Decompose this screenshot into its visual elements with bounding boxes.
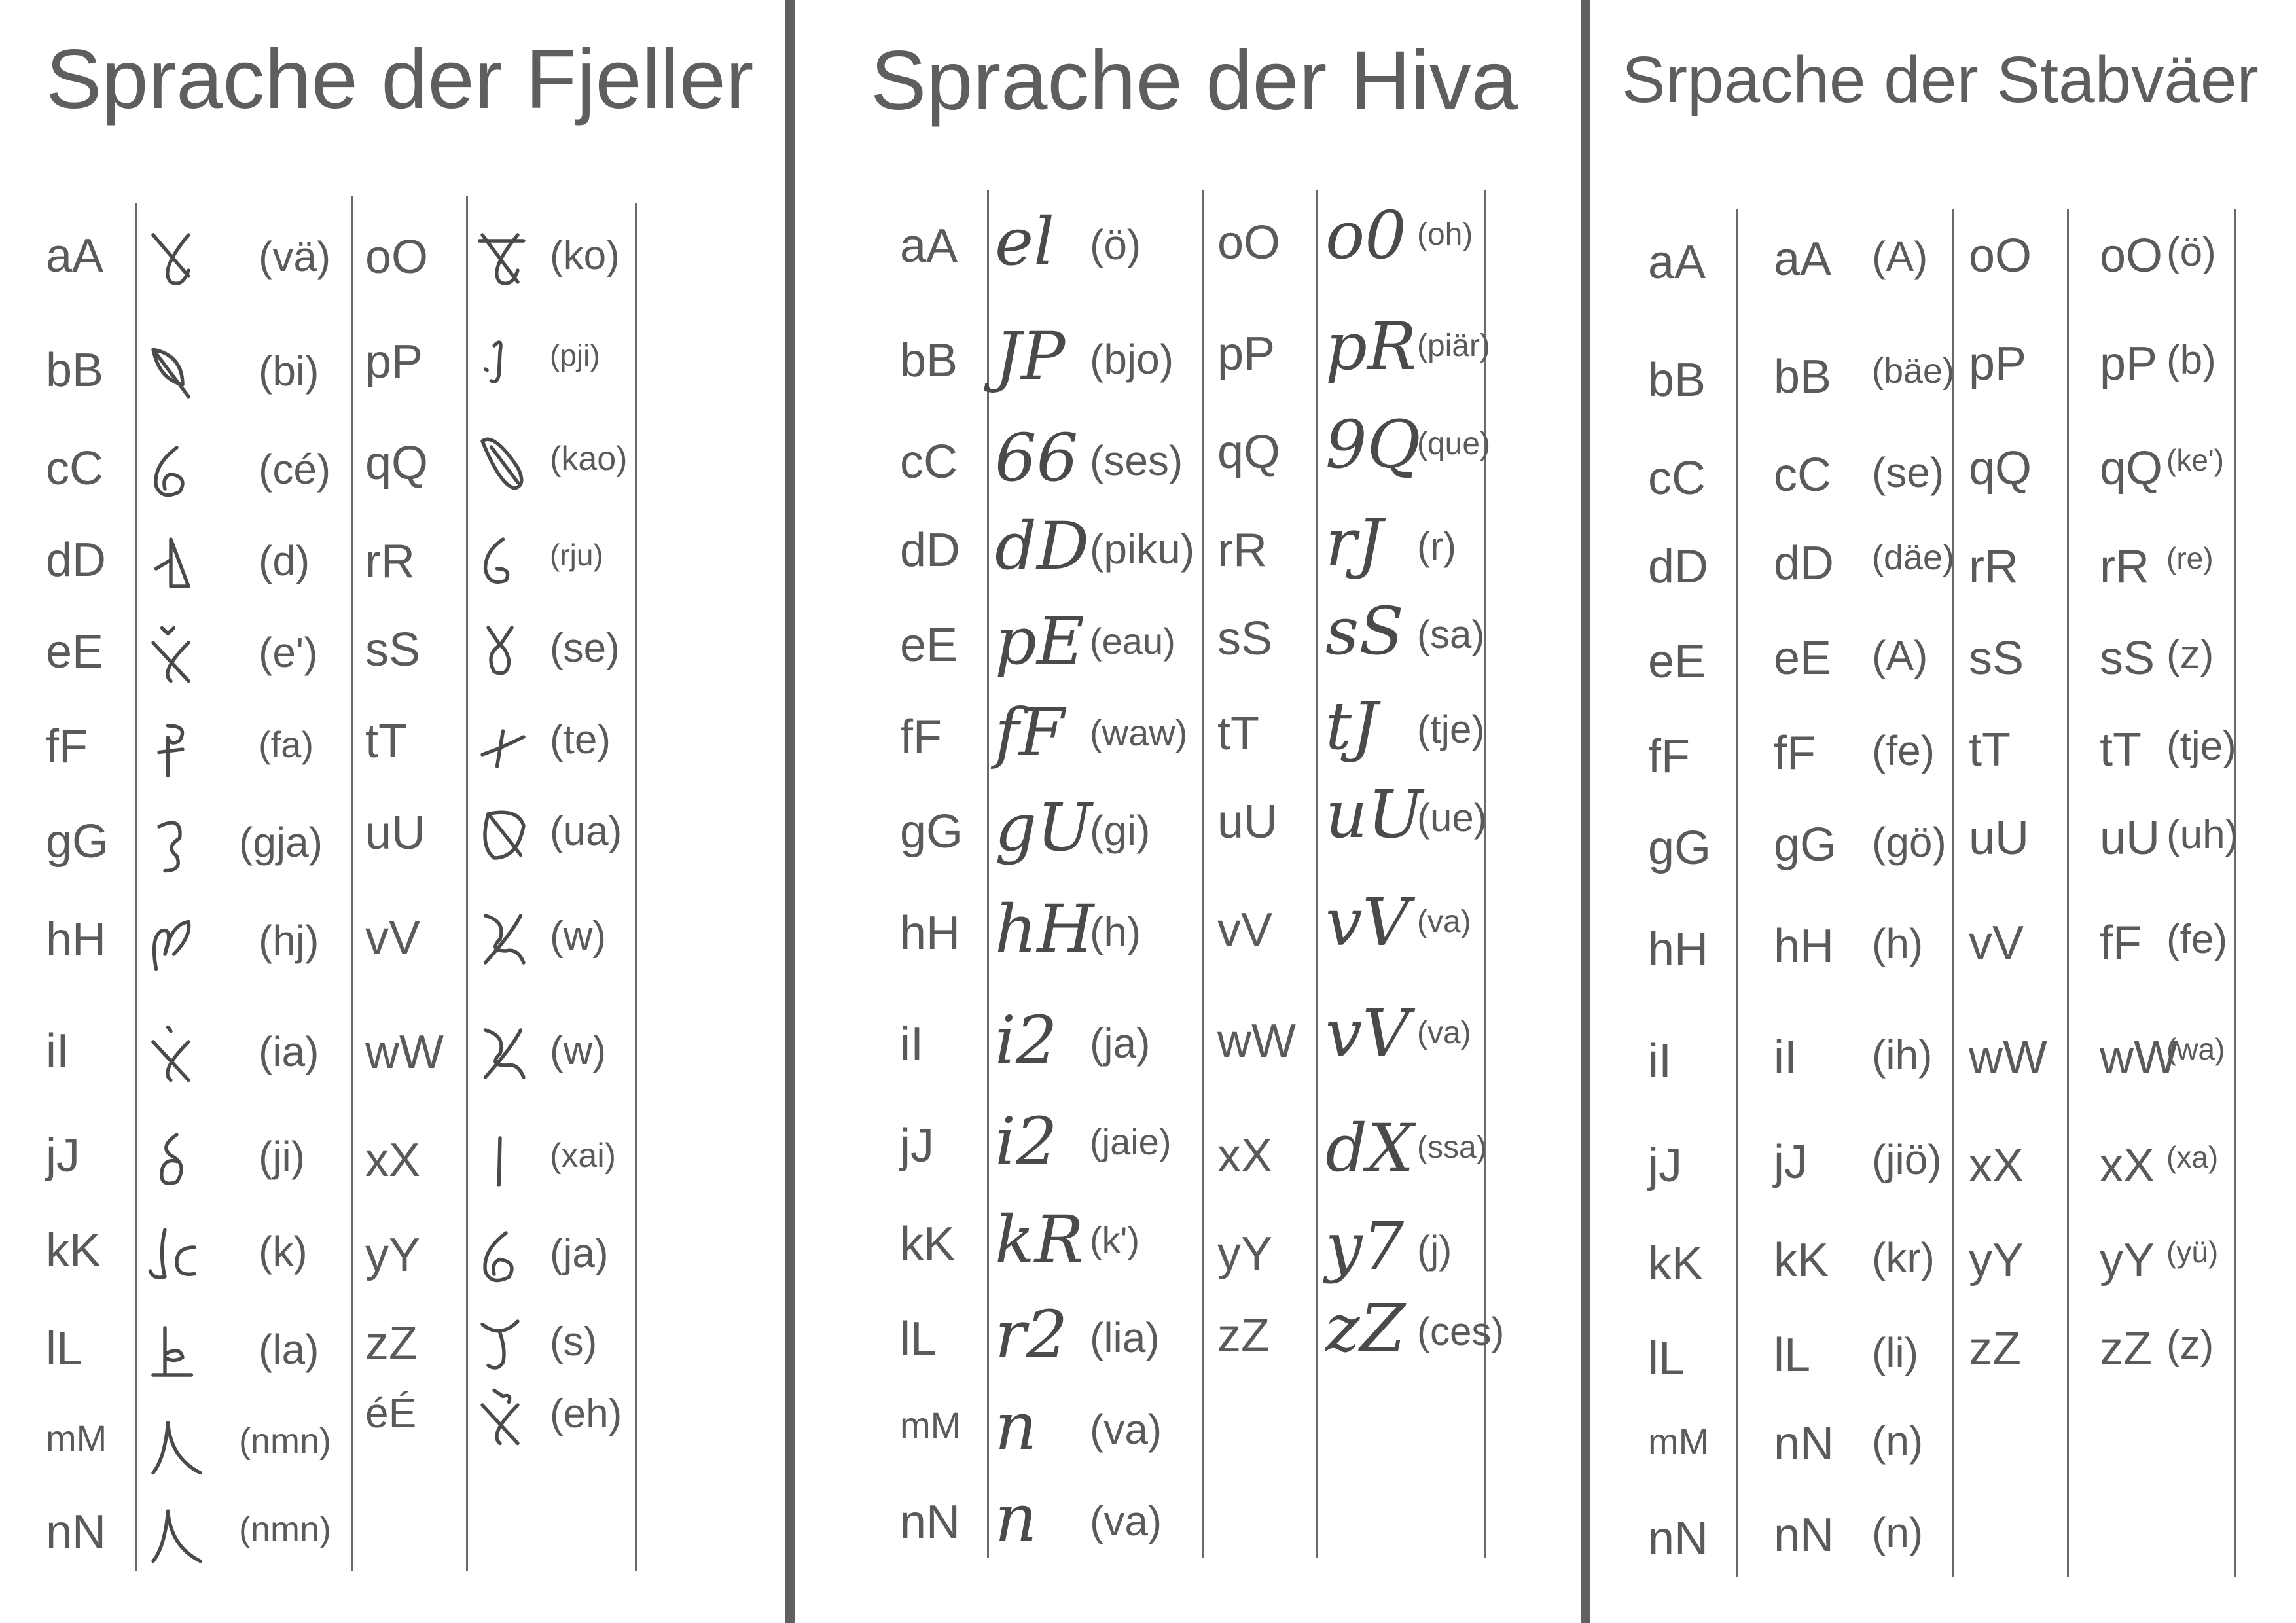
sound-stab-r-11: (z) <box>2166 1323 2214 1368</box>
script-stab-7: hH <box>1774 920 1835 972</box>
letter-hiva-r-4: sS <box>1217 613 1273 665</box>
script-stab-3: dD <box>1774 537 1835 590</box>
letter-stab-10: kK <box>1648 1238 1704 1290</box>
hiva-glyph-r-11: zZ <box>1325 1290 1406 1366</box>
letter-hiva-3: dD <box>900 524 961 577</box>
sound-stab-13: (n) <box>1872 1509 1924 1556</box>
script-stab-9: jJ <box>1774 1136 1808 1188</box>
column-rule <box>987 190 989 1558</box>
sound-fjeller-3: (d) <box>259 537 310 584</box>
hiva-glyph-r-1: pR <box>1325 308 1417 385</box>
letter-hiva-r-11: zZ <box>1217 1310 1270 1362</box>
sound-stab-r-6: (uh) <box>2166 812 2239 857</box>
sound-fjeller-12: (nmn) <box>239 1421 332 1461</box>
letter-fjeller-r-0: oO <box>365 231 429 283</box>
sound-hiva-8: (ja) <box>1090 1020 1151 1067</box>
sound-stab-r-2: (ke') <box>2166 443 2225 477</box>
letter-hiva-r-1: pP <box>1217 328 1276 380</box>
s-hook-icon <box>147 815 206 874</box>
hiva-glyph-6: gU <box>995 789 1092 866</box>
double-hook-icon <box>147 1224 206 1283</box>
hiva-glyph-r-0: o0 <box>1325 197 1407 274</box>
script-stab-2: cC <box>1774 449 1831 501</box>
letter-hiva-7: hH <box>900 907 961 959</box>
accent-cross-icon <box>476 1387 535 1446</box>
letter-stab-r-2: qQ <box>1969 442 2032 495</box>
letter-hiva-r-8: wW <box>1217 1015 1296 1067</box>
letter-fjeller-1: bB <box>46 344 104 397</box>
hacek-cross-icon <box>147 625 206 684</box>
looped-x-icon <box>476 910 535 969</box>
sound-stab-0: (A) <box>1872 233 1928 280</box>
letter-fjeller-r-1: pP <box>365 336 423 388</box>
hiva-glyph-3: dD <box>995 508 1090 584</box>
letter-hiva-12: mM <box>900 1404 961 1446</box>
letter-hiva-2: cC <box>900 436 958 488</box>
sound-stab-6: (gö) <box>1872 819 1946 866</box>
hiva-glyph-0: el <box>995 204 1055 280</box>
sound-hiva-r-0: (oh) <box>1417 217 1473 252</box>
letter-stab-13: nN <box>1648 1512 1709 1565</box>
column-rule <box>466 196 468 1571</box>
letter-fjeller-7: hH <box>46 914 107 966</box>
letter-fjeller-r-3: rR <box>365 535 415 588</box>
letter-fjeller-0: aA <box>46 230 104 282</box>
letter-stab-r-11: zZ <box>1969 1323 2021 1375</box>
sound-stab-3: (däe) <box>1872 538 1955 577</box>
six-curl-icon <box>147 442 206 501</box>
letter-fjeller-2: cC <box>46 442 103 495</box>
letter-hiva-r-0: oO <box>1217 217 1281 269</box>
letter-hiva-9: jJ <box>900 1120 934 1172</box>
sound-stab-r-1: (b) <box>2166 338 2216 383</box>
sound-hiva-2: (ses) <box>1090 437 1183 484</box>
column-rule <box>2067 209 2069 1577</box>
sound-fjeller-11: (la) <box>259 1326 319 1373</box>
script-stab-r-2: qQ <box>2100 442 2163 495</box>
sound-stab-12: (n) <box>1872 1418 1924 1465</box>
sound-fjeller-r-8: (w) <box>550 1028 607 1073</box>
hiva-glyph-r-5: tJ <box>1325 688 1378 764</box>
script-stab-r-8: wW <box>2100 1031 2178 1084</box>
sound-hiva-r-3: (r) <box>1417 524 1456 568</box>
letter-hiva-r-10: yY <box>1217 1228 1273 1280</box>
hiva-glyph-r-10: y7 <box>1325 1208 1405 1285</box>
letter-stab-r-3: rR <box>1969 541 2018 593</box>
hiva-glyph-r-6: uU <box>1325 776 1423 853</box>
sound-fjeller-r-4: (se) <box>550 626 620 671</box>
sound-hiva-r-8: (va) <box>1417 1016 1471 1050</box>
sound-fjeller-9: (ji) <box>259 1133 306 1180</box>
script-stab-r-4: sS <box>2100 632 2155 685</box>
sound-stab-r-5: (tje) <box>2166 724 2236 769</box>
hiva-glyph-8: i2 <box>995 1002 1058 1079</box>
dot-cross-icon <box>147 1024 206 1083</box>
letter-fjeller-r-11: zZ <box>365 1317 418 1370</box>
letter-stab-12: mM <box>1648 1421 1710 1462</box>
letter-stab-6: gG <box>1648 822 1712 874</box>
sound-stab-r-8: (wa) <box>2166 1032 2225 1066</box>
letter-stab-7: hH <box>1648 923 1709 976</box>
letter-fjeller-13: nN <box>46 1506 107 1558</box>
sound-hiva-r-2: (que) <box>1417 427 1491 461</box>
sound-hiva-r-11: (ces) <box>1417 1310 1505 1353</box>
sound-stab-2: (se) <box>1872 449 1945 496</box>
sound-fjeller-6: (gja) <box>239 819 323 866</box>
sound-hiva-r-4: (sa) <box>1417 613 1485 656</box>
vertical-bar-icon <box>476 1132 535 1191</box>
script-stab-r-3: rR <box>2100 541 2149 593</box>
stem-curl-icon <box>147 1322 206 1381</box>
hiva-glyph-r-7: vV <box>1325 884 1410 961</box>
sound-hiva-r-10: (j) <box>1417 1228 1452 1272</box>
sound-fjeller-r-7: (w) <box>550 914 607 959</box>
sound-fjeller-4: (e') <box>259 629 318 676</box>
hiva-glyph-r-4: sS <box>1325 593 1404 669</box>
script-stab-13: nN <box>1774 1509 1835 1561</box>
sound-fjeller-7: (hj) <box>259 917 319 964</box>
letter-hiva-0: aA <box>900 220 958 272</box>
loop-hook-icon <box>147 913 206 972</box>
sound-hiva-r-9: (ssa) <box>1417 1130 1487 1165</box>
script-stab-r-10: yY <box>2100 1234 2155 1287</box>
script-stab-0: aA <box>1774 233 1832 285</box>
hiva-glyph-9: i2 <box>995 1103 1058 1180</box>
sound-hiva-10: (k') <box>1090 1219 1139 1260</box>
small-hook-dot-icon <box>476 334 535 393</box>
hiva-glyph-10: kR <box>995 1202 1084 1278</box>
letter-stab-r-9: xX <box>1969 1139 2024 1192</box>
letter-fjeller-6: gG <box>46 815 109 868</box>
column-rule <box>351 196 353 1571</box>
section-divider <box>785 0 795 1623</box>
sound-stab-r-0: (ö) <box>2166 230 2216 275</box>
sound-hiva-6: (gi) <box>1090 807 1151 854</box>
hiva-glyph-r-8: vV <box>1325 995 1410 1072</box>
script-stab-r-6: uU <box>2100 812 2161 865</box>
letter-fjeller-5: fF <box>46 721 88 773</box>
sound-hiva-3: (piku) <box>1090 526 1195 573</box>
letter-hiva-13: nN <box>900 1496 961 1548</box>
horn-loop-icon <box>476 622 535 681</box>
sound-hiva-12: (va) <box>1090 1406 1162 1453</box>
sound-stab-r-10: (yü) <box>2166 1235 2219 1269</box>
hiva-glyph-2: 66 <box>995 419 1079 496</box>
sound-fjeller-r-0: (ko) <box>550 233 620 278</box>
letter-hiva-11: lL <box>900 1313 937 1365</box>
loop-cross-icon <box>147 229 206 288</box>
letter-stab-r-1: pP <box>1969 338 2027 390</box>
slanted-oval-icon <box>476 435 535 494</box>
hiva-glyph-r-2: 9Q <box>1325 406 1421 483</box>
letter-stab-r-10: yY <box>1969 1234 2024 1287</box>
letter-fjeller-r-6: uU <box>365 807 426 859</box>
letter-fjeller-r-7: vV <box>365 912 421 964</box>
letter-stab-r-7: vV <box>1969 917 2024 969</box>
title-fjeller: Sprache der Fjeller <box>46 33 754 126</box>
column-rule <box>135 203 137 1571</box>
letter-stab-r-4: sS <box>1969 632 2024 685</box>
letter-fjeller-3: dD <box>46 534 107 586</box>
sound-fjeller-2: (cé) <box>259 446 331 493</box>
sound-stab-r-4: (z) <box>2166 632 2214 677</box>
letter-fjeller-12: mM <box>46 1418 107 1459</box>
letter-stab-3: dD <box>1648 541 1709 593</box>
script-stab-8: iI <box>1774 1031 1797 1084</box>
triangle-flag-icon <box>147 533 206 592</box>
looped-x-icon <box>476 1024 535 1083</box>
letter-hiva-8: iI <box>900 1018 924 1071</box>
sound-stab-r-3: (re) <box>2166 541 2214 575</box>
letter-fjeller-8: iI <box>46 1025 69 1077</box>
letter-fjeller-9: jJ <box>46 1130 80 1182</box>
six-curl-icon <box>476 1227 535 1286</box>
script-stab-r-9: xX <box>2100 1139 2155 1192</box>
letter-fjeller-r-9: xX <box>365 1134 421 1186</box>
sound-fjeller-13: (nmn) <box>239 1510 332 1549</box>
letter-stab-r-8: wW <box>1969 1031 2047 1084</box>
script-stab-10: kK <box>1774 1234 1829 1287</box>
sound-fjeller-r-3: (rju) <box>550 538 603 572</box>
sound-hiva-r-1: (piär) <box>1417 329 1491 363</box>
sound-stab-8: (ih) <box>1872 1031 1933 1079</box>
letter-hiva-r-2: qQ <box>1217 426 1281 478</box>
letter-stab-4: eE <box>1648 635 1706 688</box>
sound-fjeller-8: (ia) <box>259 1028 319 1075</box>
hiva-glyph-r-9: dX <box>1325 1110 1414 1186</box>
sound-hiva-4: (eau) <box>1090 620 1175 662</box>
peak-icon <box>147 1417 206 1476</box>
sound-stab-7: (h) <box>1872 920 1924 967</box>
sound-stab-5: (fe) <box>1872 727 1935 774</box>
title-hiva: Sprache der Hiva <box>870 34 1518 128</box>
letter-hiva-10: kK <box>900 1218 956 1270</box>
cross-stroke-icon <box>476 713 535 772</box>
sound-hiva-0: (ö) <box>1090 221 1141 268</box>
letter-fjeller-r-5: tT <box>365 715 407 768</box>
sound-fjeller-10: (k) <box>259 1228 308 1275</box>
letter-fjeller-11: lL <box>46 1323 83 1375</box>
sound-hiva-11: (lia) <box>1090 1314 1160 1361</box>
sound-fjeller-r-5: (te) <box>550 717 611 762</box>
letter-hiva-r-6: uU <box>1217 796 1278 848</box>
section-divider <box>1581 0 1590 1623</box>
letter-stab-r-6: uU <box>1969 812 2030 865</box>
sound-hiva-1: (bjo) <box>1090 336 1174 383</box>
sound-hiva-r-6: (ue) <box>1417 796 1487 840</box>
letter-fjeller-r-2: qQ <box>365 437 429 490</box>
script-stab-r-1: pP <box>2100 338 2158 390</box>
sound-hiva-7: (h) <box>1090 908 1141 955</box>
script-stab-1: bB <box>1774 351 1832 403</box>
leaf-icon <box>147 344 206 402</box>
hiva-glyph-12: n <box>995 1388 1037 1465</box>
sound-stab-9: (jiö) <box>1872 1136 1942 1183</box>
script-stab-6: gG <box>1774 819 1837 871</box>
script-stab-r-5: tT <box>2100 724 2142 776</box>
crossed-loop-icon <box>476 229 535 288</box>
script-stab-r-0: oO <box>2100 230 2163 282</box>
script-stab-11: lL <box>1774 1329 1811 1382</box>
letter-stab-r-0: oO <box>1969 230 2032 282</box>
sound-hiva-r-7: (va) <box>1417 904 1471 939</box>
letter-fjeller-r-12: éÉ <box>365 1389 417 1436</box>
letter-stab-11: lL <box>1648 1332 1685 1385</box>
sound-fjeller-r-10: (ja) <box>550 1231 609 1276</box>
script-stab-12: nN <box>1774 1418 1835 1470</box>
small-curl-icon <box>476 533 535 592</box>
sound-fjeller-r-1: (pji) <box>550 338 600 372</box>
letter-stab-9: jJ <box>1648 1139 1682 1192</box>
column-rule <box>2234 209 2236 1577</box>
letter-fjeller-10: kK <box>46 1224 101 1277</box>
sound-stab-1: (bäe) <box>1872 351 1955 391</box>
hiva-glyph-7: hH <box>995 891 1094 967</box>
letter-stab-1: bB <box>1648 354 1706 406</box>
column-rule <box>1952 209 1954 1577</box>
curl-loop-icon <box>147 1129 206 1188</box>
sound-stab-11: (li) <box>1872 1329 1919 1376</box>
title-stabvaer: Srpache der Stabväer <box>1622 43 2259 116</box>
script-stab-r-11: zZ <box>2100 1323 2152 1375</box>
letter-hiva-4: eE <box>900 619 958 671</box>
y-hook-icon <box>476 1315 535 1374</box>
column-rule <box>1202 190 1204 1558</box>
letter-fjeller-r-4: sS <box>365 624 421 676</box>
sound-fjeller-r-6: (ua) <box>550 809 622 854</box>
hiva-glyph-5: fF <box>995 694 1065 771</box>
sound-fjeller-5: (fa) <box>259 724 314 765</box>
letter-hiva-r-3: rR <box>1217 524 1267 577</box>
hiva-glyph-4: pE <box>995 603 1085 679</box>
sound-fjeller-r-2: (kao) <box>550 440 628 478</box>
hiva-glyph-1: JP <box>995 318 1066 395</box>
sound-fjeller-1: (bi) <box>259 348 319 395</box>
column-rule <box>1736 209 1738 1577</box>
script-stab-r-7: fF <box>2100 917 2142 969</box>
letter-stab-5: fF <box>1648 730 1690 783</box>
sound-fjeller-r-11: (s) <box>550 1319 598 1364</box>
script-stab-4: eE <box>1774 632 1832 685</box>
column-rule <box>635 203 637 1571</box>
letter-stab-8: iI <box>1648 1035 1672 1087</box>
letter-stab-r-5: tT <box>1969 724 2011 776</box>
sound-hiva-r-5: (tje) <box>1417 707 1485 751</box>
hiva-glyph-11: r2 <box>995 1296 1068 1373</box>
sound-hiva-9: (jaie) <box>1090 1121 1172 1162</box>
crossed-circle-icon <box>476 805 535 864</box>
hiva-glyph-r-3: rJ <box>1325 505 1383 581</box>
letter-hiva-r-5: tT <box>1217 707 1259 760</box>
sound-stab-4: (A) <box>1872 632 1928 679</box>
hook-stem-icon <box>147 720 206 779</box>
letter-hiva-5: fF <box>900 711 942 763</box>
letter-hiva-6: gG <box>900 806 963 858</box>
script-stab-5: fF <box>1774 727 1816 779</box>
column-rule <box>1316 190 1318 1558</box>
peak-icon <box>147 1505 206 1564</box>
sound-stab-r-9: (xa) <box>2166 1140 2219 1174</box>
sound-fjeller-0: (vä) <box>259 233 331 280</box>
letter-stab-0: aA <box>1648 236 1706 289</box>
sound-stab-10: (kr) <box>1872 1234 1935 1281</box>
sound-fjeller-r-9: (xai) <box>550 1137 617 1175</box>
hiva-glyph-13: n <box>995 1480 1037 1556</box>
letter-fjeller-r-10: yY <box>365 1229 421 1281</box>
letter-hiva-1: bB <box>900 334 958 387</box>
sound-stab-r-7: (fe) <box>2166 917 2227 962</box>
sound-hiva-13: (va) <box>1090 1497 1162 1544</box>
letter-fjeller-4: eE <box>46 626 104 678</box>
letter-hiva-r-7: vV <box>1217 904 1273 956</box>
letter-hiva-r-9: xX <box>1217 1130 1273 1182</box>
letter-stab-2: cC <box>1648 452 1706 505</box>
sound-hiva-5: (waw) <box>1090 712 1188 753</box>
sound-fjeller-r-12: (eh) <box>550 1391 622 1436</box>
letter-fjeller-r-8: wW <box>365 1026 444 1079</box>
